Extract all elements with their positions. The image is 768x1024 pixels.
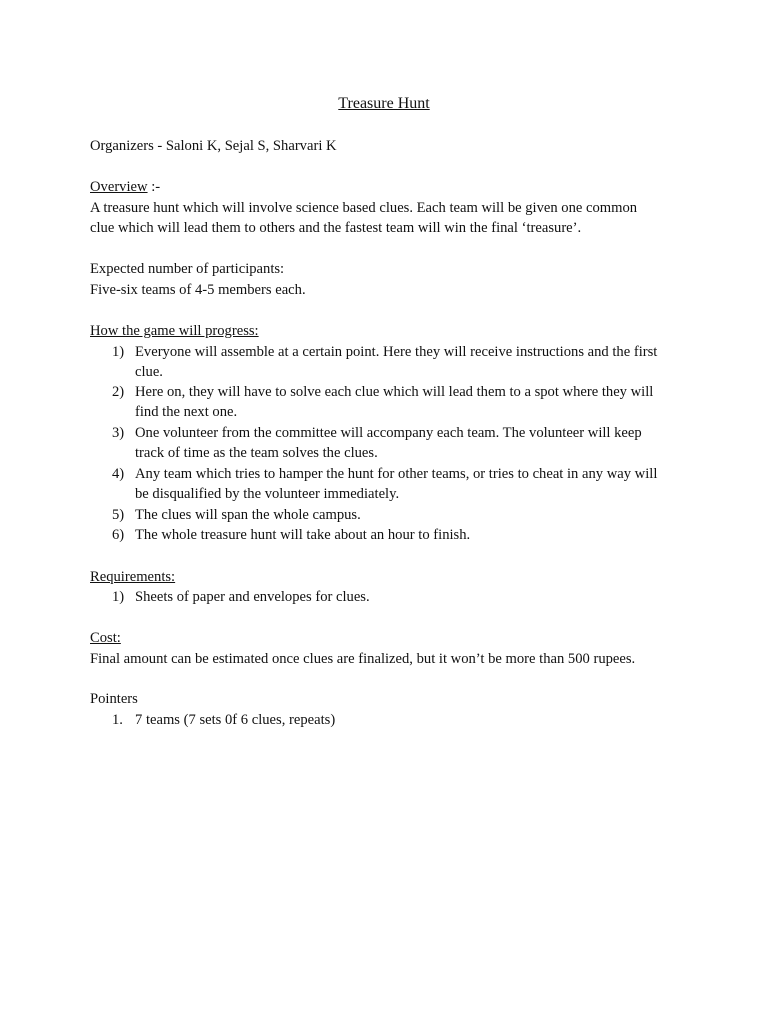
list-item-number: 2) — [112, 384, 125, 400]
list-item-text: One volunteer from the committee will accompany each team. The volunteer will keep — [135, 425, 642, 441]
list-item-text: Everyone will assemble at a certain point. Here they will receive instructions and the first — [135, 344, 658, 360]
cost-heading: Cost: — [90, 630, 121, 646]
list-item-number: 5) — [112, 507, 125, 523]
list-item-number: 1. — [112, 712, 123, 728]
list-item-number: 1) — [112, 344, 125, 360]
overview-text-line-1: A treasure hunt which will involve science based clues. Each team will be given one common — [90, 200, 638, 216]
pointers-heading: Pointers — [90, 691, 138, 707]
requirements-heading: Requirements: — [90, 569, 176, 585]
list-item-text: The whole treasure hunt will take about an hour to finish. — [135, 527, 471, 543]
list-item-text: find the next one. — [135, 404, 238, 420]
list-item-text: The clues will span the whole campus. — [135, 507, 361, 523]
overview-heading-line — [90, 177, 160, 197]
list-item-text: 7 teams (7 sets 0f 6 clues, repeats) — [135, 712, 336, 728]
list-item-text: Any team which tries to hamper the hunt for other teams, or tries to cheat in any way will — [135, 466, 658, 482]
list-item-number: 6) — [112, 527, 125, 543]
list-item-number: 3) — [112, 425, 125, 441]
list-item-text: track of time as the team solves the clues. — [135, 445, 378, 461]
list-item-text: Here on, they will have to solve each clue which will lead them to a spot where they will — [135, 384, 654, 400]
participants-text: Five-six teams of 4-5 members each. — [90, 282, 306, 298]
participants-heading: Expected number of participants: — [90, 261, 285, 277]
overview-text-line-2: clue which will lead them to others and the fastest team will win the final ‘treasure’. — [90, 220, 582, 236]
list-item-text: Sheets of paper and envelopes for clues. — [135, 589, 370, 605]
list-item-number: 4) — [112, 466, 125, 482]
list-item-text: be disqualified by the volunteer immediately. — [135, 486, 400, 502]
organizers-line: Organizers - Saloni K, Sejal S, Sharvari K — [90, 138, 337, 154]
list-item-text: clue. — [135, 364, 163, 380]
overview-heading: Overview — [90, 179, 148, 195]
progress-heading: How the game will progress: — [90, 323, 259, 339]
cost-text: Final amount can be estimated once clues are finalized, but it won’t be more than 500 rupees. — [90, 651, 636, 667]
overview-heading-suffix: :- — [147, 179, 161, 195]
list-item-number: 1) — [112, 589, 125, 605]
document-title: Treasure Hunt — [338, 95, 430, 112]
